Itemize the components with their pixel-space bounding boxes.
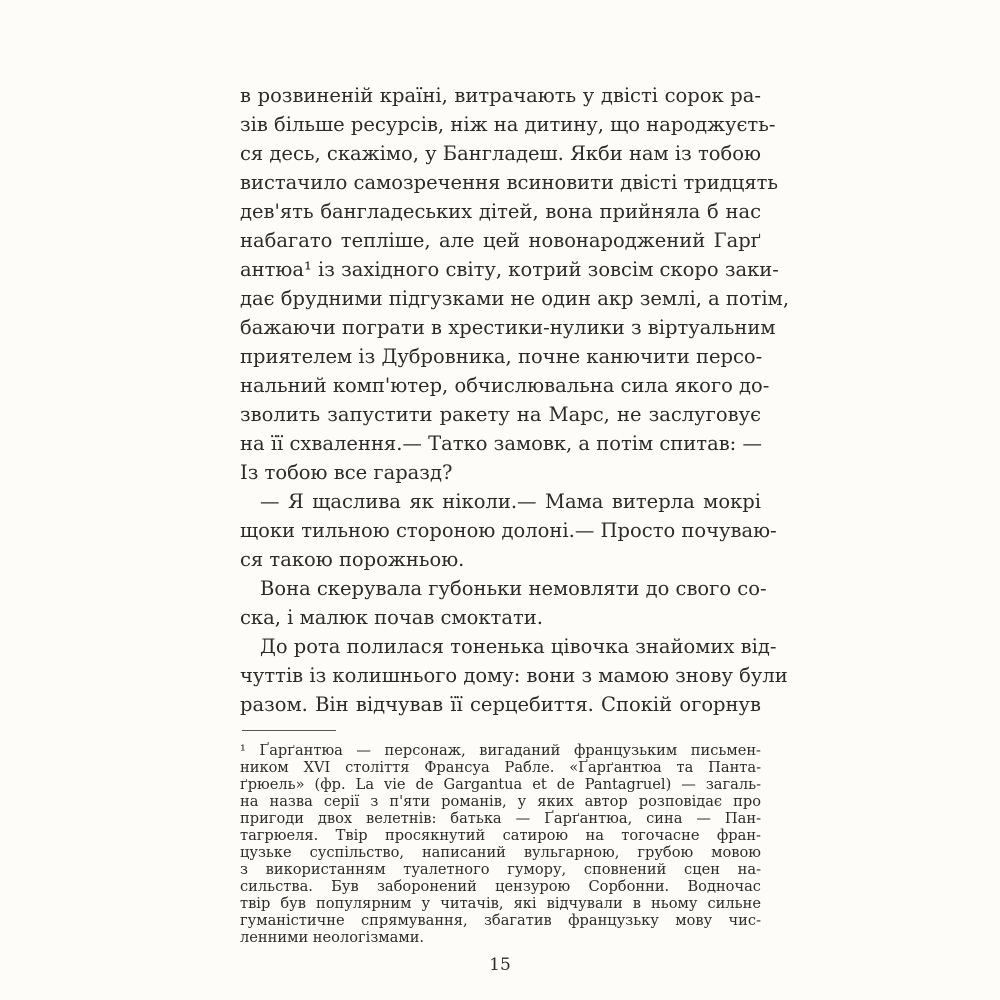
body-line: разом. Він відчував її серцебиття. Спокій огорнув bbox=[240, 693, 761, 716]
footnote-line: ¹ Ґарґантюа — персонаж, вигаданий французьким письмен- bbox=[240, 742, 761, 759]
page-number: 15 bbox=[489, 955, 511, 975]
body-line: дев'ять бангладеських дітей, вона прийняла б нас bbox=[240, 200, 761, 223]
body-line: — Я щаслива як ніколи.— Мама витерла мокрі bbox=[260, 490, 761, 513]
body-line: щоки тильною стороною долоні.— Просто почуваю- bbox=[240, 519, 777, 542]
footnote-line: цузьке суспільство, написаний вульгарною, грубою мовою bbox=[240, 844, 761, 861]
footnote-line: твір був популярним у читачів, які відчували в ньому сильне bbox=[240, 895, 761, 912]
footnote-line: ленними неологізмами. bbox=[240, 929, 425, 946]
footnote-line: тагрюеля. Твір просякнутий сатирою на тогочасне фран- bbox=[240, 827, 761, 844]
body-line: в розвиненій країні, витрачають у двісті сорок ра- bbox=[240, 84, 761, 107]
body-line: ся такою порожньою. bbox=[240, 548, 465, 571]
body-line: ся десь, скажімо, у Бангладеш. Якби нам із тобою bbox=[240, 142, 761, 165]
body-line: вистачило самозречення всиновити двісті тридцять bbox=[240, 171, 779, 194]
body-line: чуттів із колишнього дому: вони з мамою знову були bbox=[240, 664, 788, 687]
body-line: на її схвалення.— Татко замовк, а потім спитав: — bbox=[240, 432, 762, 455]
body-line: дає брудними підгузками не один акр землі, а потім, bbox=[240, 287, 790, 310]
body-line: До рота полилася тоненька цівочка знайомих від- bbox=[260, 635, 777, 658]
footnote-line: сильства. Був заборонений цензурою Сорбонни. Водночас bbox=[240, 878, 761, 895]
body-line: зів більше ресурсів, ніж на дитину, що народжуєть- bbox=[240, 113, 776, 136]
body-line: зволить запустити ракету на Марс, не заслуговує bbox=[240, 403, 761, 426]
body-line: ска, і малюк почав смоктати. bbox=[240, 606, 543, 629]
body-line: Із тобою все гаразд? bbox=[240, 461, 453, 484]
footnote-line: гуманістичне спрямування, збагатив французьку мову чис- bbox=[240, 912, 761, 929]
body-line: набагато тепліше, але цей новонароджений Гарґ bbox=[240, 229, 761, 252]
footnote-divider bbox=[242, 730, 336, 731]
footnote-line: ником XVI століття Франсуа Рабле. «Ґарґантюа та Панта- bbox=[240, 759, 761, 776]
footnote-line: ґрюель» (фр. La vie de Gargantua et de Pantagruel) — загаль- bbox=[240, 776, 761, 793]
body-line: нальний комп'ютер, обчислювальна сила якого до- bbox=[240, 374, 770, 397]
body-line: бажаючи пограти в хрестики-нулики з віртуальним bbox=[240, 316, 776, 339]
body-line: приятелем із Дубровника, почне канючити персо- bbox=[240, 345, 763, 368]
body-line: Вона скерувала губоньки немовляти до свого со- bbox=[260, 577, 767, 600]
footnote-line: на назва серії з п'яти романів, у яких автор розповідає про bbox=[240, 793, 761, 810]
footnote-line: пригоди двох велетнів: батька — Ґарґантюа, сина — Пан- bbox=[240, 810, 761, 827]
body-line: антюа¹ із західного світу, котрий зовсім скоро заки- bbox=[240, 258, 779, 281]
footnote-line: з використанням туалетного гумору, сповнений сцен на- bbox=[240, 861, 761, 878]
